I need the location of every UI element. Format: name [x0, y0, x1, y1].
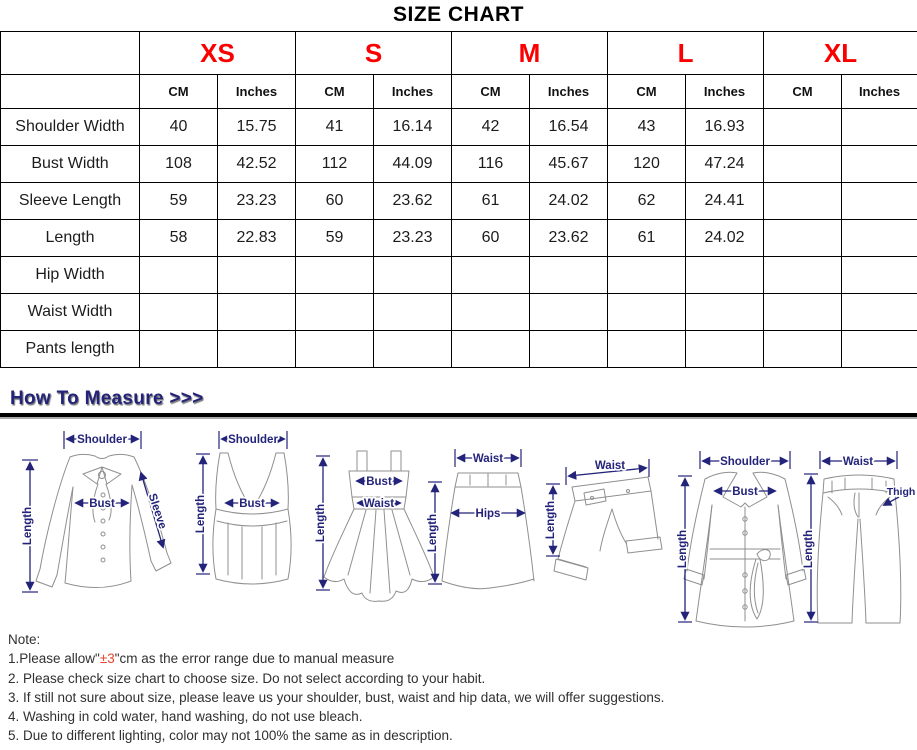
svg-text:Shoulder: Shoulder	[720, 456, 770, 468]
unit-header: Inches	[374, 75, 452, 109]
svg-text:Sleeve: Sleeve	[145, 492, 169, 531]
table-row	[1, 146, 917, 183]
row-label: Bust Width	[1, 146, 140, 183]
table-cell	[842, 331, 917, 368]
unit-header: Inches	[218, 75, 296, 109]
size-chart-table	[0, 31, 917, 368]
diagram-shorts	[545, 459, 662, 580]
unit-header: CM	[608, 75, 686, 109]
svg-text:Thigh: Thigh	[886, 486, 916, 498]
svg-text:Bust: Bust	[239, 498, 265, 510]
table-cell	[608, 257, 686, 294]
svg-text:Waist: Waist	[842, 456, 874, 468]
unit-header: CM	[140, 75, 218, 109]
table-cell: 42	[452, 109, 530, 146]
table-cell: 116	[452, 146, 530, 183]
table-cell	[140, 257, 218, 294]
table-cell: 41	[296, 109, 374, 146]
table-cell	[374, 257, 452, 294]
diagram-pants	[803, 451, 915, 623]
table-cell	[842, 183, 917, 220]
note-line-3: 3. If still not sure about size, please leave us your shoulder, bust, waist and hip data, we will offer suggestions.	[8, 689, 665, 705]
unit-header: CM	[296, 75, 374, 109]
row-label: Shoulder Width	[1, 109, 140, 146]
table-cell	[140, 331, 218, 368]
row-label: Waist Width	[1, 294, 140, 331]
table-cell	[686, 294, 764, 331]
svg-text:Bust: Bust	[366, 476, 392, 488]
svg-text:Length: Length	[315, 503, 327, 543]
table-cell: 62	[608, 183, 686, 220]
size-header-s: S	[296, 32, 452, 75]
svg-text:Length: Length	[22, 506, 34, 546]
table-cell	[842, 294, 917, 331]
row-label: Pants length	[1, 331, 140, 368]
table-cell	[530, 257, 608, 294]
table-cell	[686, 331, 764, 368]
table-cell	[764, 183, 842, 220]
table-cell	[686, 257, 764, 294]
table-cell	[452, 331, 530, 368]
table-cell: 60	[452, 220, 530, 257]
svg-text:Bust: Bust	[732, 486, 758, 498]
table-cell: 120	[608, 146, 686, 183]
table-cell	[764, 294, 842, 331]
note-1-after: "cm as the error range due to manual measure	[114, 651, 395, 667]
table-cell: 24.02	[530, 183, 608, 220]
table-cell	[452, 257, 530, 294]
table-cell	[218, 294, 296, 331]
size-header-m: M	[452, 32, 608, 75]
table-cell	[608, 331, 686, 368]
note-line-5: 5. Due to different lighting, color may not 100% the same as in description.	[8, 728, 453, 744]
table-cell: 16.93	[686, 109, 764, 146]
diagram-vest-top	[195, 431, 291, 584]
table-cell	[842, 109, 917, 146]
table-row	[1, 183, 917, 220]
table-cell	[530, 294, 608, 331]
table-cell: 60	[296, 183, 374, 220]
svg-text:Shoulder: Shoulder	[77, 434, 127, 446]
divider-rule	[0, 413, 917, 417]
note-line-2: 2. Please check size chart to choose size. Do not select according to your habit.	[8, 670, 486, 686]
svg-text:Length: Length	[545, 500, 557, 540]
measure-diagrams	[0, 423, 917, 629]
table-cell	[842, 146, 917, 183]
size-header-xl: XL	[764, 32, 917, 75]
table-cell: 108	[140, 146, 218, 183]
table-cell: 59	[296, 220, 374, 257]
unit-header: Inches	[842, 75, 917, 109]
table-cell	[296, 257, 374, 294]
size-header-l: L	[608, 32, 764, 75]
table-cell	[296, 331, 374, 368]
table-cell: 22.83	[218, 220, 296, 257]
table-cell	[764, 109, 842, 146]
table-cell	[218, 331, 296, 368]
diagram-coat	[677, 451, 806, 627]
table-cell: 61	[452, 183, 530, 220]
table-cell: 24.02	[686, 220, 764, 257]
table-cell: 58	[140, 220, 218, 257]
table-cell: 40	[140, 109, 218, 146]
table-cell	[764, 257, 842, 294]
table-row	[1, 220, 917, 257]
row-label: Sleeve Length	[1, 183, 140, 220]
table-cell: 23.23	[374, 220, 452, 257]
table-cell: 23.62	[374, 183, 452, 220]
page-title: SIZE CHART	[393, 3, 524, 26]
measure-heading: How To Measure >>>	[10, 388, 204, 409]
table-cell	[764, 146, 842, 183]
table-cell	[374, 331, 452, 368]
table-cell: 23.62	[530, 220, 608, 257]
table-cell: 44.09	[374, 146, 452, 183]
diagram-skirt	[427, 449, 534, 589]
table-cell: 43	[608, 109, 686, 146]
table-row	[1, 331, 917, 368]
svg-text:Hips: Hips	[475, 508, 501, 520]
row-label: Length	[1, 220, 140, 257]
table-cell: 47.24	[686, 146, 764, 183]
table-row	[1, 257, 917, 294]
table-cell: 24.41	[686, 183, 764, 220]
corner-cell	[1, 32, 140, 75]
table-cell: 61	[608, 220, 686, 257]
svg-text:Length: Length	[195, 494, 207, 534]
unit-header: CM	[452, 75, 530, 109]
svg-text:Waist: Waist	[594, 460, 626, 472]
table-cell: 23.23	[218, 183, 296, 220]
svg-text:Waist: Waist	[363, 498, 395, 510]
table-cell	[608, 294, 686, 331]
svg-text:Length: Length	[677, 529, 689, 569]
table-cell	[842, 220, 917, 257]
table-cell: 16.54	[530, 109, 608, 146]
size-header-xs: XS	[140, 32, 296, 75]
table-row	[1, 109, 917, 146]
table-cell: 112	[296, 146, 374, 183]
table-cell: 15.75	[218, 109, 296, 146]
table-cell: 59	[140, 183, 218, 220]
notes-heading: Note:	[8, 632, 41, 647]
diagram-dress	[315, 451, 434, 601]
note-1-before: 1.Please allow"	[8, 651, 100, 667]
row-label: Hip Width	[1, 257, 140, 294]
table-cell	[218, 257, 296, 294]
svg-text:Shoulder: Shoulder	[228, 434, 278, 446]
table-cell: 16.14	[374, 109, 452, 146]
note-1-tolerance: ±3	[99, 651, 115, 667]
table-row	[1, 294, 917, 331]
note-line-1	[8, 649, 908, 668]
table-cell: 45.67	[530, 146, 608, 183]
table-cell	[296, 294, 374, 331]
table-cell	[140, 294, 218, 331]
svg-text:Length: Length	[427, 513, 439, 553]
unit-header: Inches	[686, 75, 764, 109]
table-cell	[764, 331, 842, 368]
notes-section	[8, 630, 908, 746]
size-header-row	[1, 32, 917, 75]
table-cell: 42.52	[218, 146, 296, 183]
unit-header: Inches	[530, 75, 608, 109]
svg-text:Waist: Waist	[472, 453, 504, 465]
table-cell	[452, 294, 530, 331]
corner-cell	[1, 75, 140, 109]
table-cell	[842, 257, 917, 294]
unit-header: CM	[764, 75, 842, 109]
table-cell	[374, 294, 452, 331]
unit-header-row	[1, 75, 917, 109]
table-cell	[764, 220, 842, 257]
note-line-4: 4. Washing in cold water, hand washing, do not use bleach.	[8, 709, 363, 725]
diagram-blouse	[22, 431, 171, 592]
svg-text:Bust: Bust	[89, 498, 115, 510]
table-cell	[530, 331, 608, 368]
svg-text:Length: Length	[803, 529, 815, 569]
